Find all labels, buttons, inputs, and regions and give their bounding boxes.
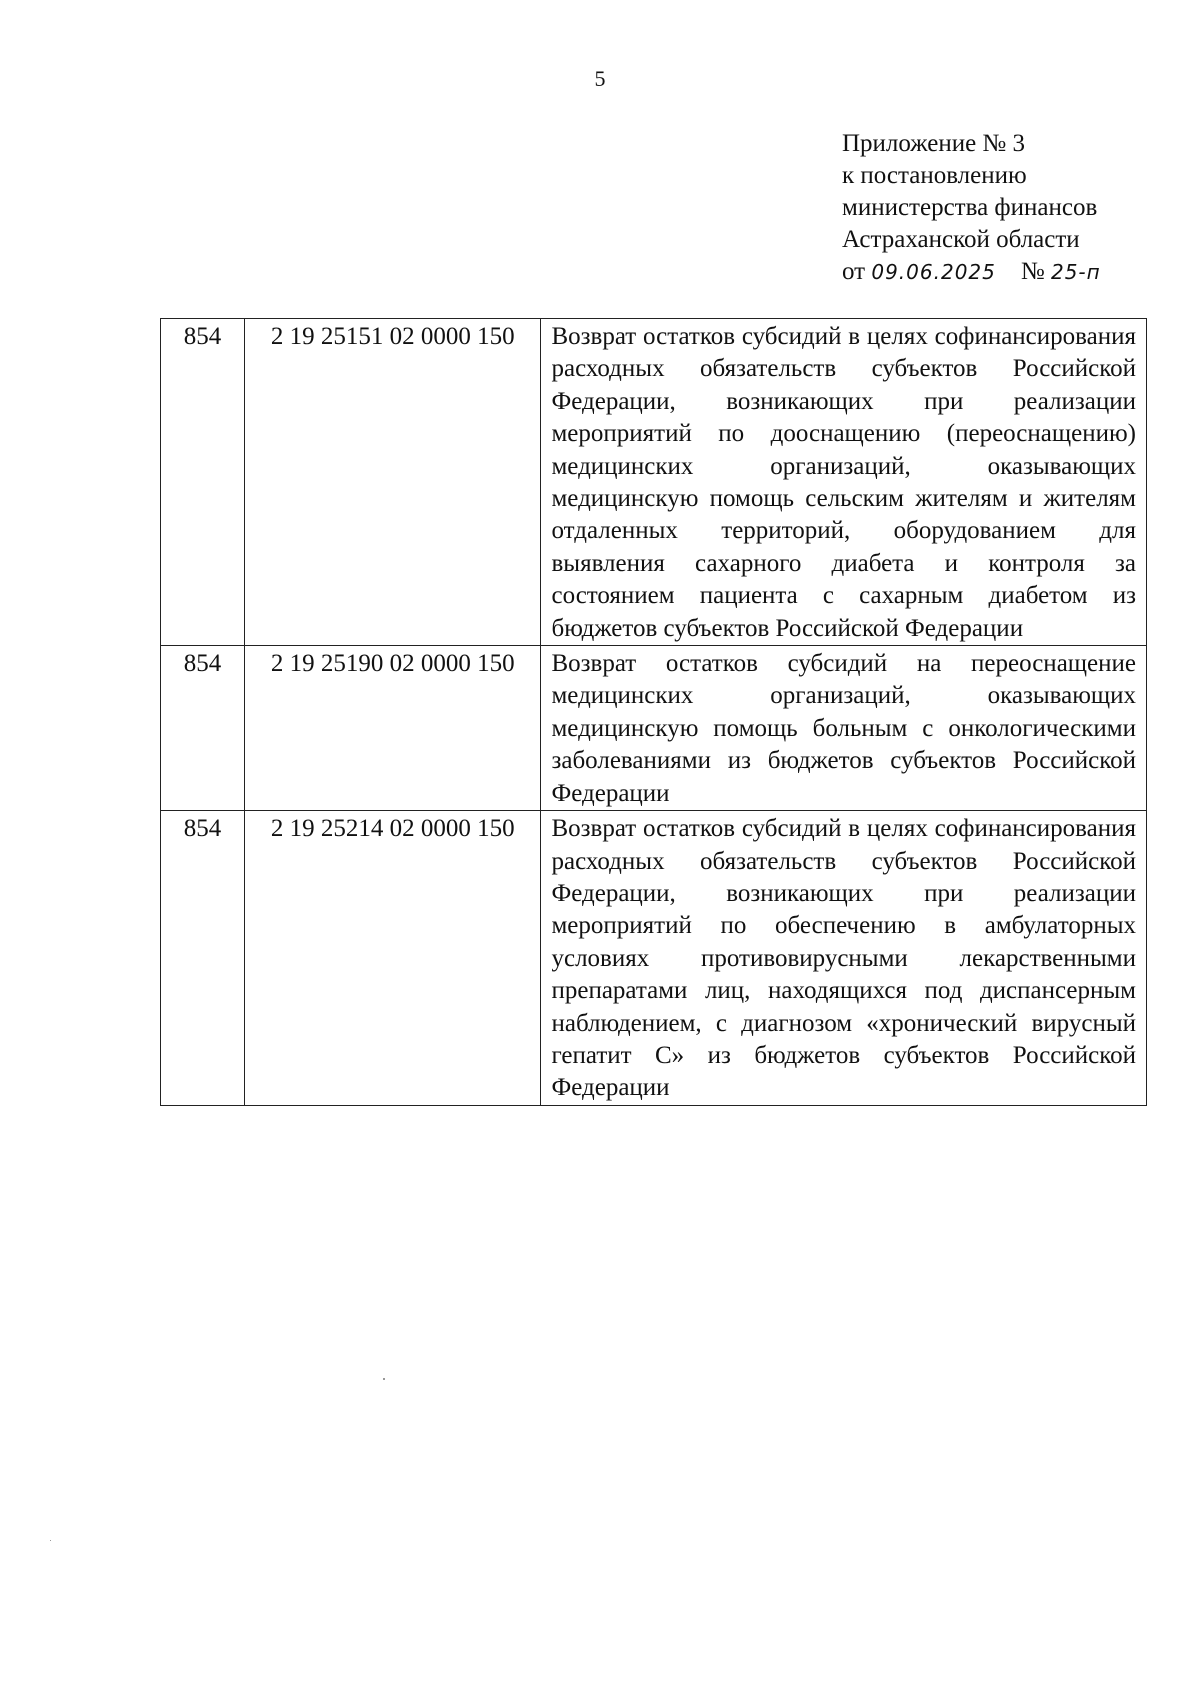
handwritten-number: 25-п <box>1050 260 1101 284</box>
budget-code-cell: 2 19 25214 02 0000 150 <box>244 811 541 1106</box>
budget-code-cell: 2 19 25151 02 0000 150 <box>244 319 541 646</box>
page-number: 5 <box>594 66 606 91</box>
budget-code-cell: 2 19 25190 02 0000 150 <box>244 646 541 811</box>
scan-speck <box>383 1378 385 1380</box>
date-prefix: от <box>842 258 866 285</box>
annex-region: Астраханской области <box>842 226 1080 253</box>
annex-title: Приложение № 3 <box>842 130 1026 157</box>
scan-speck <box>50 1540 51 1541</box>
annex-header <box>842 128 1101 288</box>
annex-reference: к постановлению <box>842 162 1027 189</box>
table-row <box>161 646 1147 811</box>
annex-date-line <box>842 256 1101 288</box>
admin-code-cell: 854 <box>161 319 245 646</box>
admin-code-cell: 854 <box>161 811 245 1106</box>
admin-code-cell: 854 <box>161 646 245 811</box>
handwritten-date: 09.06.2025 <box>871 260 996 284</box>
annex-ministry: министерства финансов <box>842 194 1098 221</box>
table-row <box>161 811 1147 1106</box>
income-name-cell: Возврат остатков субсидий в целях софинансирования расходных обязательств субъектов Российской Федерации, возникающих при реализации мероприятий по дооснащению (переоснащению) медицинских организаций, оказывающих медицинскую помощь сельским жителям и жителям отдаленных территорий, оборудованием для выявления сахарного диабета и контроля за состоянием пациента с сахарным диабетом из бюджетов субъектов Российской Федерации <box>541 319 1147 646</box>
table-row <box>161 319 1147 646</box>
income-name-cell: Возврат остатков субсидий в целях софинансирования расходных обязательств субъектов Российской Федерации, возникающих при реализации мероприятий по обеспечению в амбулаторных условиях противовирусными лекарственными препаратами лиц, находящихся под диспансерным наблюдением, с диагнозом «хронический вирусный гепатит С» из бюджетов субъектов Российской Федерации <box>541 811 1147 1106</box>
number-prefix: № <box>1020 258 1045 285</box>
budget-codes-table <box>160 318 1147 1106</box>
income-name-cell: Возврат остатков субсидий на переоснащение медицинских организаций, оказывающих медицинскую помощь больным с онкологическими заболеваниями из бюджетов субъектов Российской Федерации <box>541 646 1147 811</box>
